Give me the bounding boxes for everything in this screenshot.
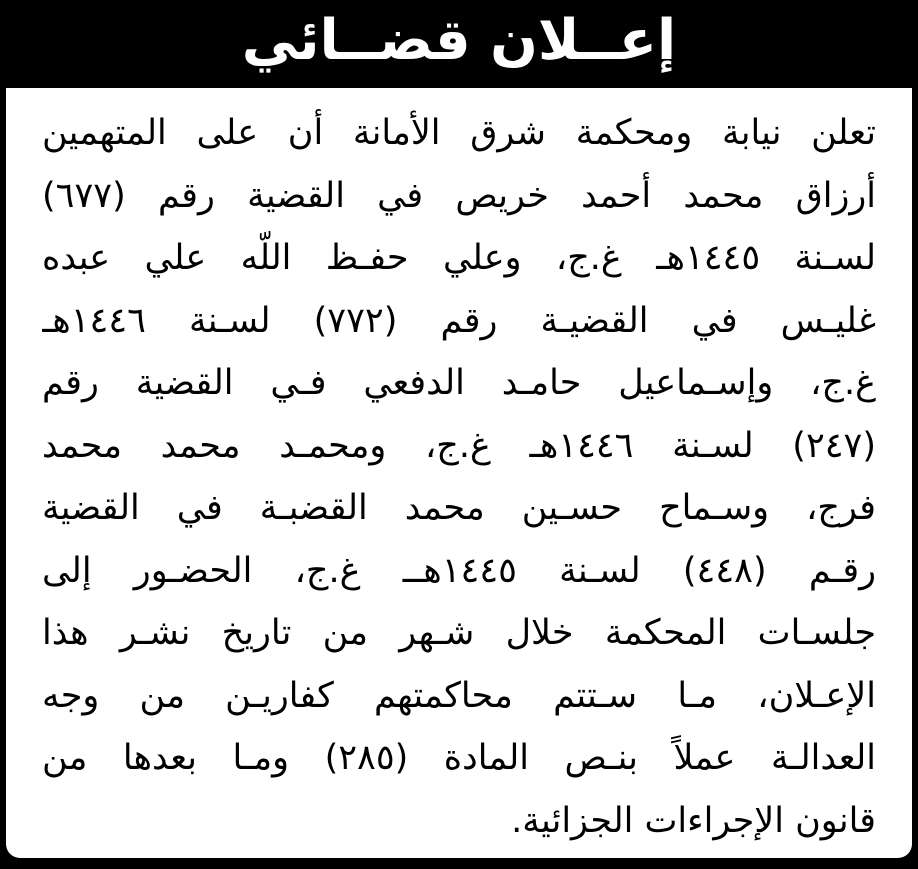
notice-line: أرزاق محمد أحمد خريص في القضية رقم (٦٧٧) xyxy=(42,175,876,216)
notice-body xyxy=(6,88,912,858)
notice-line: تعلن نيابة ومحكمة شرق الأمانة أن على المتهمين xyxy=(42,113,876,153)
notice-line: (٢٤٧) لسـنة ١٤٤٦هـ غ.ج، ومحمـد محمد محمد xyxy=(42,425,876,466)
notice-line: غليـس في القضيـة رقم (٧٧٢) لسـنة ١٤٤٦هـ xyxy=(42,300,876,341)
notice-line: الإعـلان، مـا سـتتم محاكمتهم كفاريـن من وجه xyxy=(42,675,876,716)
notice-line: العدالـة عملاً بنـص المادة (٢٨٥) ومـا بعدها من xyxy=(42,738,876,778)
notice-line: غ.ج، وإسـماعيل حامـد الدفعي فـي القضية رقم xyxy=(42,363,876,403)
notice-line: فرج، وسـماح حسـين محمد القضبـة في القضية xyxy=(42,488,876,528)
notice-line: لسـنة ١٤٤٥هـ غ.ج، وعلي حفـظ اللّه علي عبده xyxy=(42,238,876,278)
notice-line: قانون الإجراءات الجزائية. xyxy=(511,800,876,841)
notice-line: جلسـات المحكمة خلال شـهر من تاريخ نشـر هذا xyxy=(42,613,876,653)
notice-header xyxy=(0,0,918,88)
notice-title: إعــلان قضــائي xyxy=(241,8,677,73)
notice-line: رقـم (٤٤٨) لسـنة ١٤٤٥هــ غ.ج، الحضـور إلى xyxy=(42,550,876,591)
